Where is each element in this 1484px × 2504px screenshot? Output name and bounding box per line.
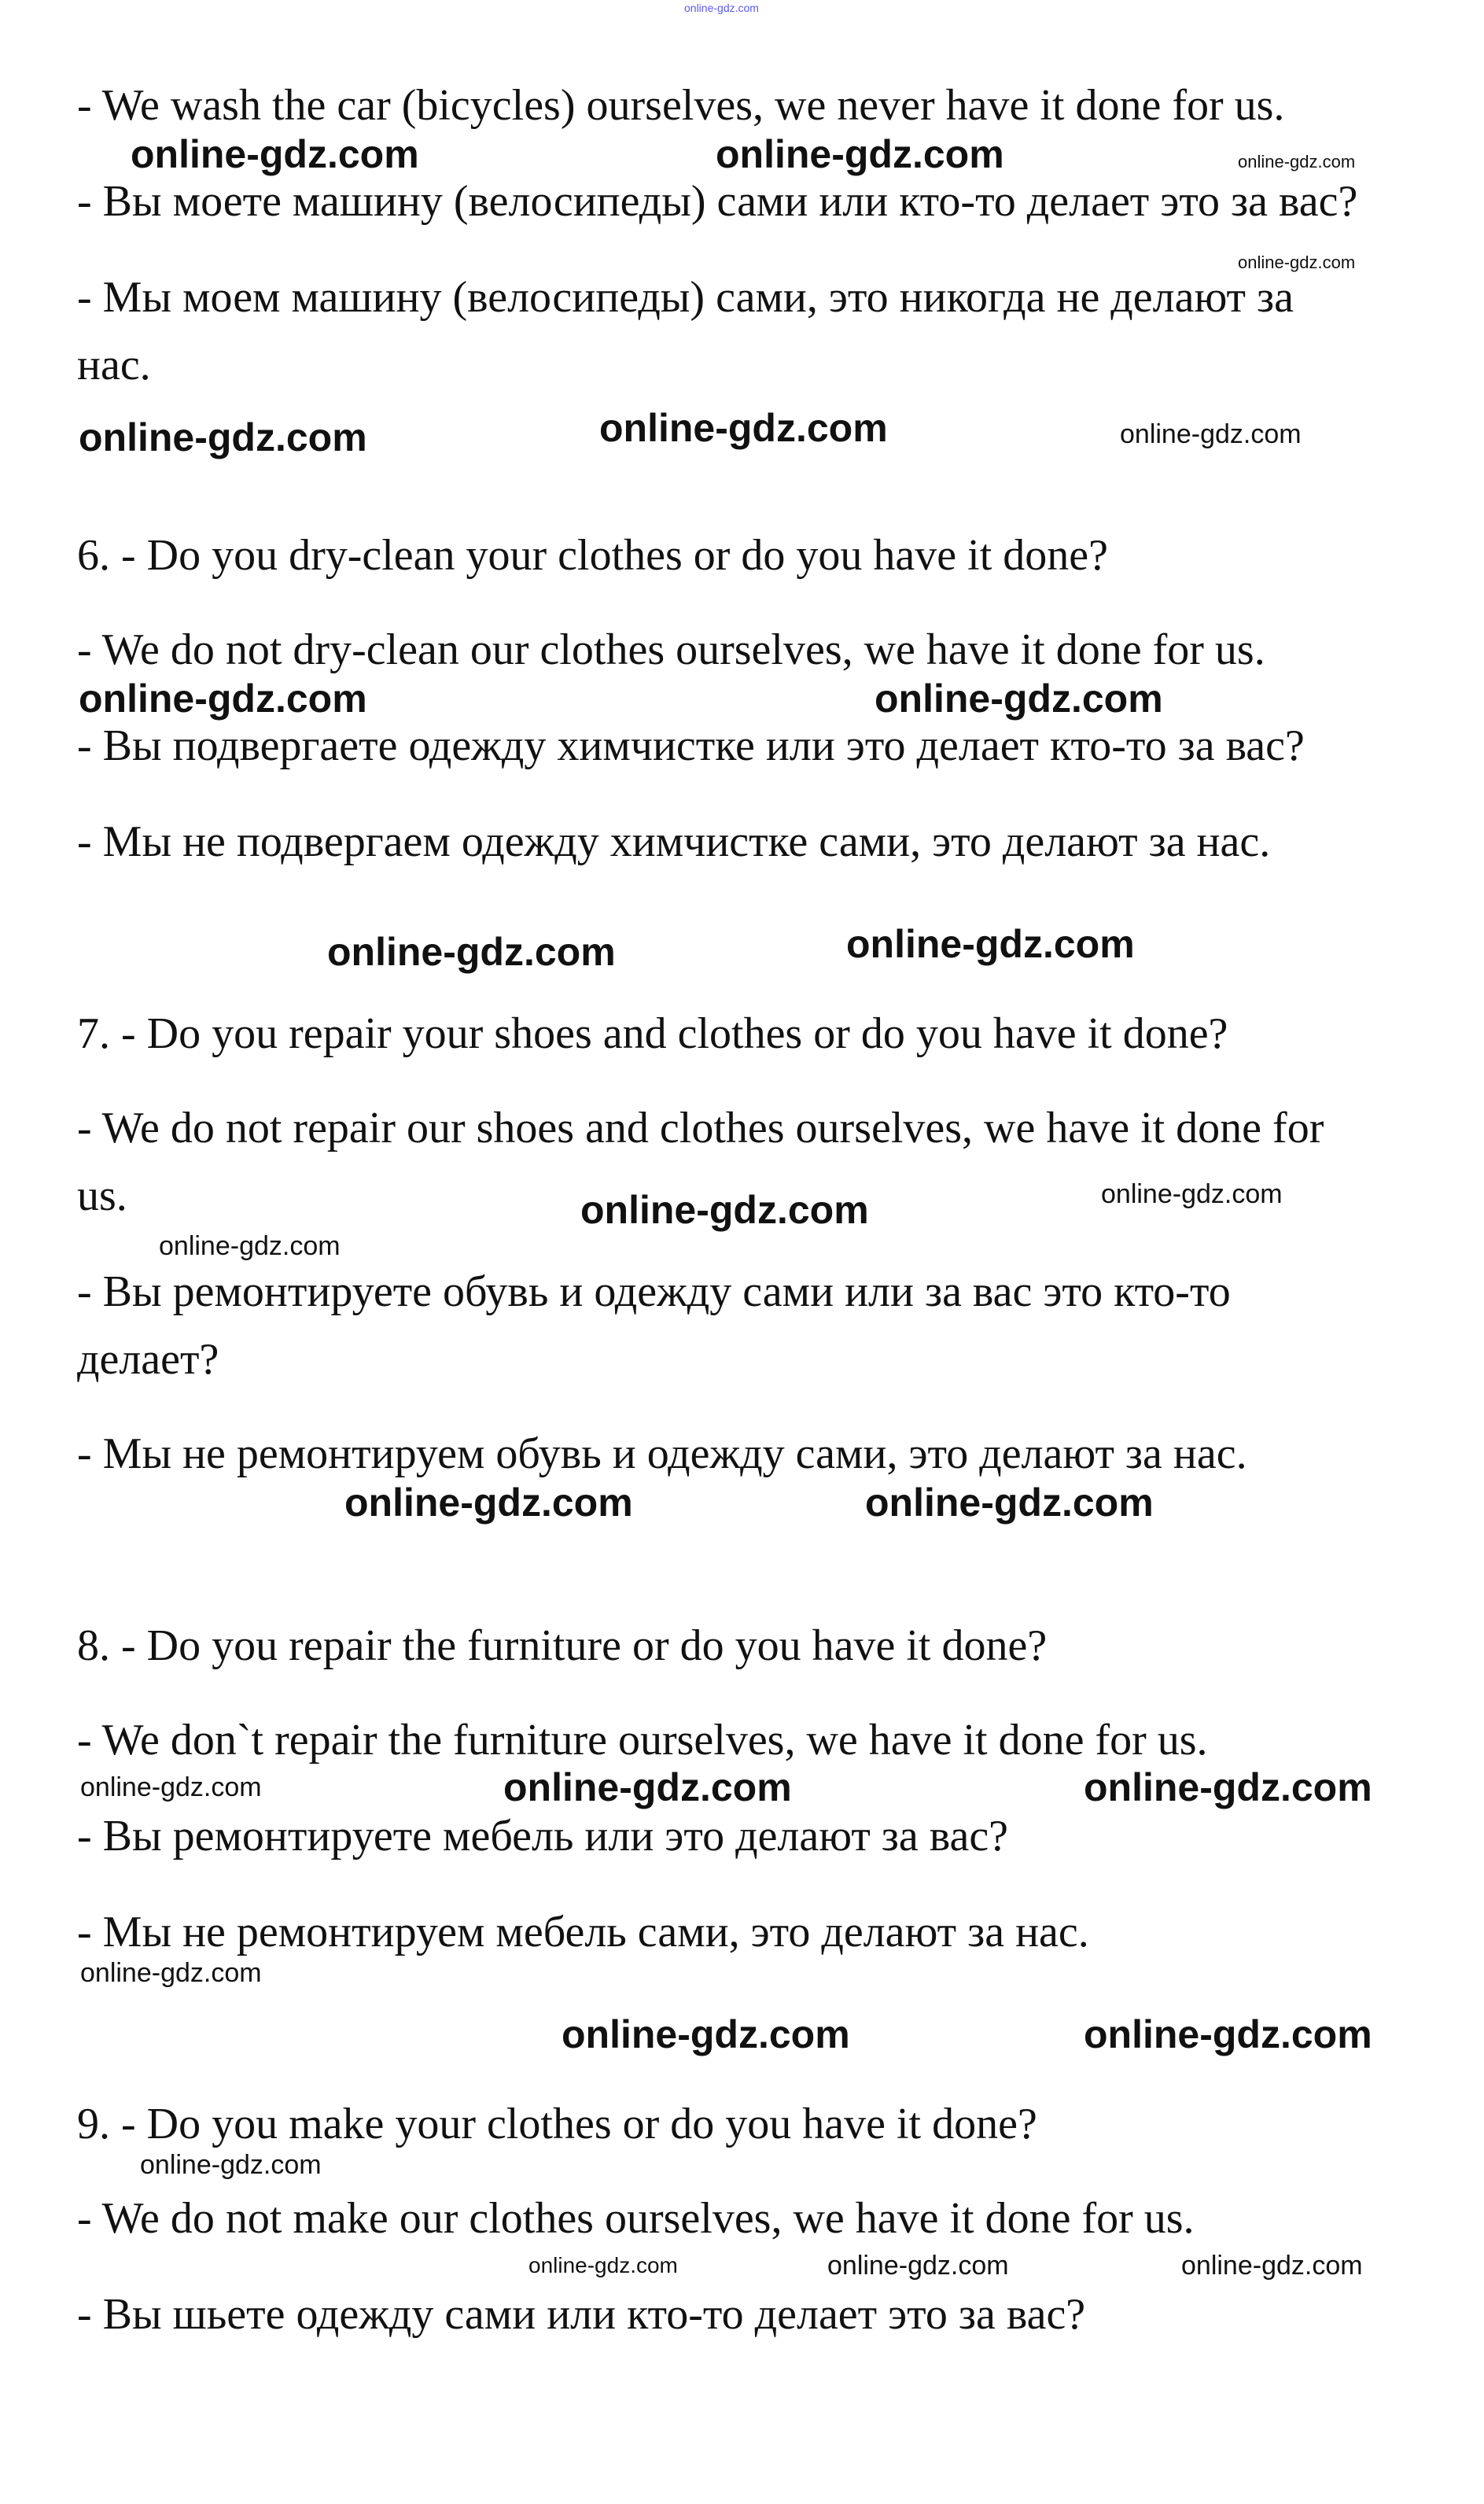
watermark: online-gdz.com [79, 677, 367, 721]
question-7: 7. - Do you repair your shoes and clothes or do you have it done? [77, 1009, 1228, 1058]
text-line: - Вы моете машину (велосипеды) сами или кто-то делает это за вас? [77, 177, 1358, 226]
watermark: online-gdz.com [827, 2251, 1009, 2281]
watermark: online-gdz.com [79, 415, 367, 459]
text-line: us. [77, 1171, 127, 1220]
text-line: - We do not repair our shoes and clothes ourselves, we have it done for [77, 1104, 1324, 1152]
text-line: делает? [77, 1335, 219, 1384]
watermark: online-gdz.com [503, 1765, 792, 1809]
watermark: online-gdz.com [1084, 1765, 1372, 1809]
text-line: - Вы ремонтируете мебель или это делают за вас? [77, 1812, 1009, 1860]
text-line: - Вы ремонтируете обувь и одежду сами или за вас это кто-то [77, 1267, 1231, 1316]
text-line: нас. [77, 341, 151, 389]
text-line: - We do not make our clothes ourselves, we have it done for us. [77, 2194, 1195, 2243]
text-line: - We do not dry-clean our clothes ourselves, we have it done for us. [77, 625, 1265, 674]
watermark: online-gdz.com [1181, 2251, 1363, 2281]
text-line: - Мы не ремонтируем мебель сами, это делают за нас. [77, 1908, 1089, 1956]
watermark: online-gdz.com [716, 132, 1004, 176]
watermark: online-gdz.com [140, 2150, 322, 2180]
watermark: online-gdz.com [344, 1481, 633, 1525]
question-8: 8. - Do you repair the furniture or do you have it done? [77, 1621, 1048, 1670]
watermark: online-gdz.com [1084, 2012, 1372, 2056]
watermark-top: online-gdz.com [684, 2, 759, 14]
watermark: online-gdz.com [1120, 419, 1302, 449]
watermark: online-gdz.com [1238, 253, 1356, 272]
watermark: online-gdz.com [80, 1958, 262, 1988]
watermark: online-gdz.com [528, 2253, 678, 2277]
watermark: online-gdz.com [131, 132, 419, 176]
watermark: online-gdz.com [875, 677, 1163, 721]
text-line: - Мы не подвергаем одежду химчистке сами, это делают за нас. [77, 817, 1271, 866]
text-line: - Вы подвергаете одежду химчистке или это делает кто-то за вас? [77, 721, 1305, 770]
text-line: - We don`t repair the furniture ourselves, we have it done for us. [77, 1716, 1208, 1765]
watermark: online-gdz.com [580, 1188, 869, 1232]
question-6: 6. - Do you dry-clean your clothes or do you have it done? [77, 531, 1108, 580]
text-line: - Мы моем машину (велосипеды) сами, это никогда не делают за [77, 273, 1294, 322]
question-9: 9. - Do you make your clothes or do you have it done? [77, 2100, 1037, 2148]
text-line: - We wash the car (bicycles) ourselves, we never have it done for us. [77, 81, 1285, 130]
watermark: online-gdz.com [327, 930, 616, 974]
watermark: online-gdz.com [865, 1481, 1154, 1525]
text-line: - Вы шьете одежду сами или кто-то делает это за вас? [77, 2290, 1086, 2339]
watermark: online-gdz.com [599, 406, 888, 450]
watermark: online-gdz.com [846, 922, 1135, 966]
watermark: online-gdz.com [1238, 152, 1356, 171]
watermark: online-gdz.com [562, 2012, 850, 2056]
watermark: online-gdz.com [1101, 1179, 1283, 1209]
text-line: - Мы не ремонтируем обувь и одежду сами, это делают за нас. [77, 1429, 1247, 1478]
watermark: online-gdz.com [80, 1772, 262, 1802]
watermark: online-gdz.com [159, 1231, 341, 1261]
